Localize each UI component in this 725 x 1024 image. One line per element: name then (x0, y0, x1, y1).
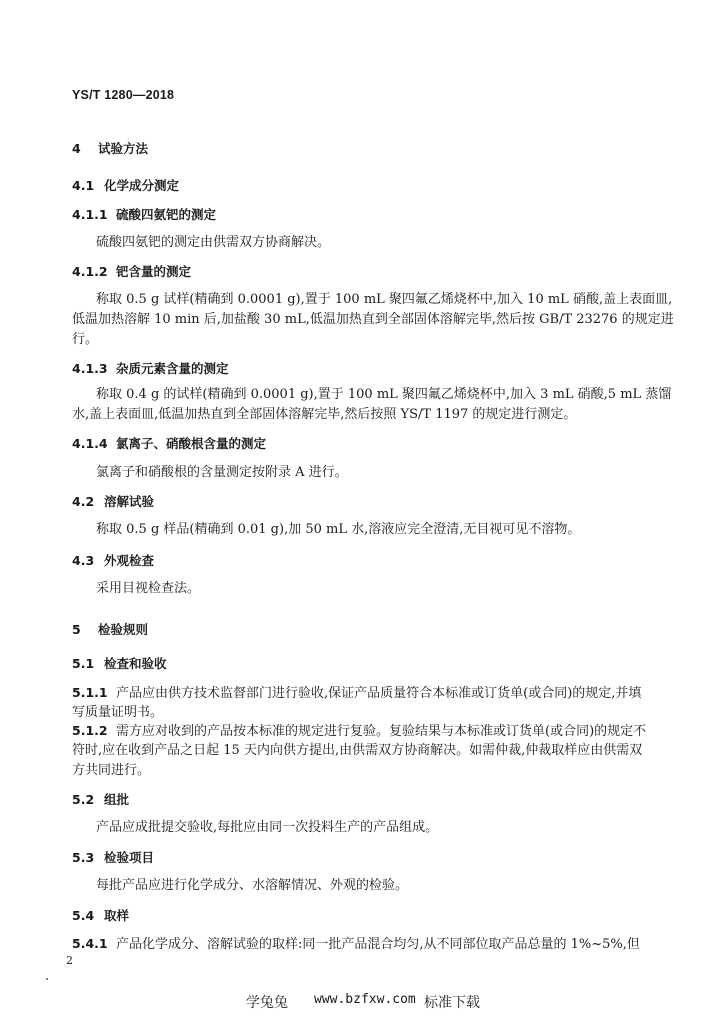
section-title: 钯含量的测定 (116, 264, 192, 279)
paragraph-text: 产品应由供方技术监督部门进行验收,保证产品质量符合本标准或订货单(或合同)的规定,并填 (116, 686, 642, 701)
paragraph-line: 行。 (72, 332, 99, 347)
section-heading-4 (72, 141, 148, 157)
section-title: 组批 (104, 792, 130, 807)
paragraph-line (72, 936, 640, 953)
section-title: 溶解试验 (104, 494, 155, 509)
section-title: 检验项目 (104, 850, 155, 865)
paragraph-line: 低温加热溶解 10 min 后,加盐酸 30 mL,低温加热直到全部固体溶解完毕,然后按 GB/T 23276 的规定进 (72, 312, 674, 327)
section-heading-5-2 (72, 792, 129, 808)
section-number: 5 (72, 622, 81, 637)
section-title: 检查和验收 (104, 656, 167, 671)
section-title: 硫酸四氨钯的测定 (116, 207, 217, 222)
section-heading-5-3 (72, 850, 154, 866)
section-heading-4-3 (72, 553, 154, 569)
paragraph-line: 称取 0.5 g 试样(精确到 0.0001 g),置于 100 mL 聚四氟乙烯烧杯中,加入 10 mL 硝酸,盖上表面皿, (96, 292, 673, 307)
paragraph-text: 产品化学成分、溶解试验的取样:同一批产品混合均匀,从不同部位取产品总量的 1%~5%,但 (116, 937, 640, 952)
paragraph: 产品应成批提交验收,每批应由同一次投料生产的产品组成。 (96, 820, 439, 835)
section-heading-4-1 (72, 178, 179, 194)
footer-site-name: 学兔兔 (246, 995, 288, 1011)
section-title: 试验方法 (98, 141, 149, 156)
section-number: 4.1.3 (72, 361, 108, 376)
footer-tagline: 标准下载 (424, 995, 480, 1011)
section-number: 4.1.4 (72, 436, 108, 451)
scan-speck (46, 978, 48, 980)
section-heading-4-1-4 (72, 436, 266, 452)
section-number: 4.1 (72, 178, 95, 193)
paragraph-line: 符时,应在收到产品之日起 15 天内向供方提出,由供需双方协商解决。如需仲裁,仲裁取样应由供需双 (72, 743, 643, 758)
section-title: 氯离子、硝酸根含量的测定 (116, 436, 267, 451)
section-number: 4.1.1 (72, 207, 108, 222)
page-number: 2 (66, 954, 73, 967)
section-number: 4.2 (72, 494, 95, 509)
section-number: 5.1.1 (72, 685, 108, 700)
paragraph: 采用目视检查法。 (96, 581, 201, 596)
footer-url[interactable]: www.bzfxw.com (314, 992, 416, 1007)
section-number: 5.4 (72, 908, 95, 923)
section-heading-5-4 (72, 908, 129, 924)
section-number: 5.1 (72, 656, 95, 671)
section-heading-4-1-3 (72, 361, 229, 377)
section-title: 化学成分测定 (104, 178, 180, 193)
paragraph-line: 方共同进行。 (72, 763, 151, 778)
section-number: 4 (72, 141, 81, 156)
paragraph-line: 称取 0.4 g 的试样(精确到 0.0001 g),置于 100 mL 聚四氟乙烯烧杯中,加入 3 mL 硝酸,5 mL 蒸馏 (96, 387, 672, 402)
section-heading-4-1-2 (72, 264, 191, 280)
section-number: 5.4.1 (72, 936, 108, 951)
section-number: 4.1.2 (72, 264, 108, 279)
section-title: 杂质元素含量的测定 (116, 361, 229, 376)
paragraph: 氯离子和硝酸根的含量测定按附录 A 进行。 (96, 465, 348, 480)
paragraph-line (72, 723, 646, 740)
paragraph-line: 水,盖上表面皿,低温加热直到全部固体溶解完毕,然后按照 YS/T 1197 的规定进行测定。 (72, 407, 577, 422)
section-number: 5.2 (72, 792, 95, 807)
paragraph-text: 需方应对收到的产品按本标准的规定进行复验。复验结果与本标准或订货单(或合同)的规定不 (116, 724, 647, 739)
section-heading-4-1-1 (72, 207, 216, 223)
section-number: 5.3 (72, 850, 95, 865)
section-number: 5.1.2 (72, 723, 108, 738)
section-heading-5-1 (72, 656, 167, 672)
document-id: YS/T 1280—2018 (72, 88, 175, 102)
section-title: 取样 (104, 908, 130, 923)
paragraph-line (72, 685, 641, 702)
paragraph: 称取 0.5 g 样品(精确到 0.01 g),加 50 mL 水,溶液应完全澄清,无目视可见不溶物。 (96, 522, 581, 537)
section-title: 外观检查 (104, 553, 155, 568)
section-number: 4.3 (72, 553, 95, 568)
paragraph-line: 写质量证明书。 (72, 705, 164, 720)
section-heading-4-2 (72, 494, 154, 510)
section-title: 检验规则 (98, 622, 149, 637)
section-heading-5 (72, 622, 148, 638)
paragraph: 硫酸四氨钯的测定由供需双方协商解决。 (96, 235, 331, 250)
paragraph: 每批产品应进行化学成分、水溶解情况、外观的检验。 (96, 878, 409, 893)
